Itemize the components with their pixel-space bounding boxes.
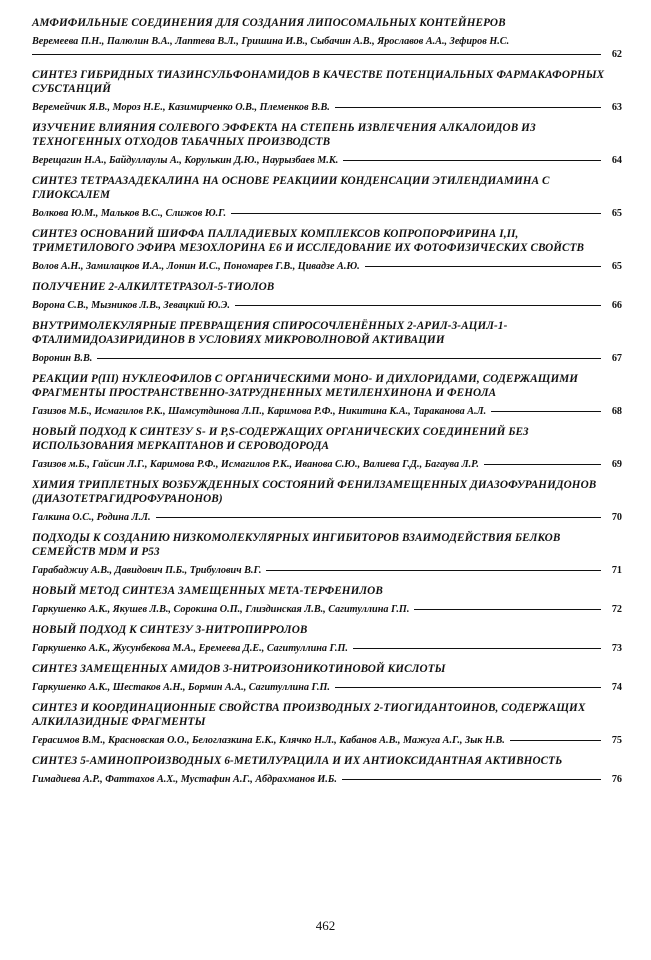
entry-authors: Гаркушенко А.К., Жусунбекова М.А., Еремеева Д.Е., Сагитуллина Г.П. <box>32 643 348 654</box>
toc-entry <box>32 174 622 220</box>
entry-page-number: 66 <box>611 300 622 311</box>
toc-entry <box>32 478 622 524</box>
entry-authors: Газизов М.Б., Исмагилов Р.К., Шамсутдинова Л.П., Каримова Р.Ф., Никитина К.А., Тараканова А.Л. <box>32 406 487 417</box>
entry-page-number: 71 <box>611 565 622 576</box>
toc-entry <box>32 16 622 61</box>
entry-authors-line <box>32 642 622 655</box>
entry-authors: Газизов м.Б., Гайсин Л.Г., Каримова Р.Ф., Исмагилов Р.К., Иванова С.Ю., Валиева Г.Д., Багаува Л.Р. <box>32 459 479 470</box>
entry-authors: Волкова Ю.М., Мальков В.С., Слижов Ю.Г. <box>32 208 227 219</box>
entry-page-number: 65 <box>611 208 622 219</box>
dotted-leader <box>484 464 601 465</box>
entry-page-number: 62 <box>611 49 622 60</box>
entry-title: ПОДХОДЫ К СОЗДАНИЮ НИЗКОМОЛЕКУЛЯРНЫХ ИНГИБИТОРОВ ВЗАИМОДЕЙСТВИЯ БЕЛКОВ СЕМЕЙСТВ MDM И P53 <box>32 532 561 558</box>
entry-title: НОВЫЙ ПОДХОД К СИНТЕЗУ 3-НИТРОПИРРОЛОВ <box>32 624 308 636</box>
entry-title: НОВЫЙ ПОДХОД К СИНТЕЗУ S- И P,S-СОДЕРЖАЩИХ ОРГАНИЧЕСКИХ СОЕДИНЕНИЙ БЕЗ ИСПОЛЬЗОВАНИЯ МЕРКАПТАНОВ И СЕРОВОДОРОДА <box>32 426 529 452</box>
entry-authors: Веремеева П.Н., Палюлин В.А., Лаптева В.Л., Гришина И.В., Сыбачин А.В., Ярославов А.А., Зефиров Н.С. <box>32 36 510 47</box>
entry-title: ВНУТРИМОЛЕКУЛЯРНЫЕ ПРЕВРАЩЕНИЯ СПИРОСОЧЛЕНЁННЫХ 2-АРИЛ-3-АЦИЛ-1-ФТАЛИМИДОАЗИРИДИНОВ В УСЛОВИЯХ МИКРОВОЛНОВОЙ АКТИВАЦИИ <box>32 320 508 346</box>
entry-authors-line <box>32 458 622 471</box>
toc-entry <box>32 280 622 312</box>
entry-title: ИЗУЧЕНИЕ ВЛИЯНИЯ СОЛЕВОГО ЭФФЕКТА НА СТЕПЕНЬ ИЗВЛЕЧЕНИЯ АЛКАЛОИДОВ ИЗ ТЕХНОГЕННЫХ ОТХОДОВ ТАБАЧНЫХ ПРОИЗВОДСТВ <box>32 122 536 148</box>
entry-authors: Герасимов В.М., Красновская О.О., Белоглазкина Е.К., Клячко Н.Л., Кабанов А.В., Мажуга А.Г., Зык Н.В. <box>32 735 505 746</box>
entry-page-number: 73 <box>611 643 622 654</box>
entry-authors-line <box>32 734 622 747</box>
toc-entry <box>32 68 622 114</box>
entry-authors-line <box>32 299 622 312</box>
entry-title: РЕАКЦИИ Р(III) НУКЛЕОФИЛОВ С ОРГАНИЧЕСКИМИ МОНО- И ДИХЛОРИДАМИ, СОДЕРЖАЩИМИ ФРАГМЕНТЫ ПРОСТРАНСТВЕННО-ЗАТРУДНЕННЫХ МЕТИЛЕНХИНОНА И ФЕНОЛА <box>32 373 579 399</box>
entry-title: НОВЫЙ МЕТОД СИНТЕЗА ЗАМЕЩЕННЫХ МЕТА-ТЕРФЕНИЛОВ <box>32 585 383 597</box>
entry-page-number: 69 <box>611 459 622 470</box>
toc-entry <box>32 319 622 365</box>
toc-entry <box>32 425 622 471</box>
entry-title: СИНТЕЗ ГИБРИДНЫХ ТИАЗИНСУЛЬФОНАМИДОВ В КАЧЕСТВЕ ПОТЕНЦИАЛЬНЫХ ФАРМАКАФОРНЫХ СУБСТАНЦИЙ <box>32 69 605 95</box>
toc-entry <box>32 372 622 418</box>
entry-authors: Гимадиева А.Р., Фаттахов А.Х., Мустафин А.Г., Абдрахманов И.Б. <box>32 774 337 785</box>
entry-title: СИНТЕЗ ЗАМЕЩЕННЫХ АМИДОВ 3-НИТРОИЗОНИКОТИНОВОЙ КИСЛОТЫ <box>32 663 446 675</box>
dotted-leader <box>266 570 601 571</box>
toc-entry <box>32 701 622 747</box>
dotted-leader <box>335 107 601 108</box>
entry-authors-line <box>32 154 622 167</box>
table-of-contents <box>32 16 622 793</box>
entry-authors-line <box>32 681 622 694</box>
entry-page-number: 65 <box>611 261 622 272</box>
entry-page-number: 64 <box>611 155 622 166</box>
entry-authors-line <box>32 564 622 577</box>
entry-page-number: 74 <box>611 682 622 693</box>
entry-page-number: 75 <box>611 735 622 746</box>
entry-page-number: 63 <box>611 102 622 113</box>
entry-authors: Волов А.Н., Замилацков И.А., Лонин И.С., Пономарев Г.В., Цивадзе А.Ю. <box>32 261 360 272</box>
dotted-leader <box>231 213 601 214</box>
entry-authors-line <box>32 207 622 220</box>
entry-authors-line <box>32 352 622 365</box>
entry-authors: Гаркушенко А.К., Шестаков А.Н., Бормин А.А., Сагитуллина Г.П. <box>32 682 330 693</box>
entry-authors-line <box>32 260 622 273</box>
toc-entry <box>32 584 622 616</box>
entry-authors: Воронин В.В. <box>32 353 93 364</box>
entry-authors: Веремейчик Я.В., Мороз Н.Е., Казимирченко О.В., Племенков В.В. <box>32 102 330 113</box>
toc-entry <box>32 227 622 273</box>
toc-entry <box>32 754 622 786</box>
dotted-leader <box>491 411 601 412</box>
entry-authors-line <box>32 603 622 616</box>
entry-title: АМФИФИЛЬНЫЕ СОЕДИНЕНИЯ ДЛЯ СОЗДАНИЯ ЛИПОСОМАЛЬНЫХ КОНТЕЙНЕРОВ <box>32 17 506 29</box>
dotted-leader <box>235 305 601 306</box>
dotted-leader <box>353 648 601 649</box>
toc-entry <box>32 662 622 694</box>
toc-entry <box>32 121 622 167</box>
entry-authors-line <box>32 773 622 786</box>
entry-authors-line <box>32 511 622 524</box>
dotted-leader <box>365 266 601 267</box>
entry-title: СИНТЕЗ ТЕТРААЗАДЕКАЛИНА НА ОСНОВЕ РЕАКЦИИИ КОНДЕНСАЦИИ ЭТИЛЕНДИАМИНА С ГЛИОКСАЛЕМ <box>32 175 550 201</box>
entry-page-number: 67 <box>611 353 622 364</box>
entry-page-number: 70 <box>611 512 622 523</box>
page-number: 462 <box>315 918 336 933</box>
dotted-leader <box>510 740 601 741</box>
dotted-leader <box>97 358 601 359</box>
toc-entry <box>32 531 622 577</box>
entry-title: ПОЛУЧЕНИЕ 2-АЛКИЛТЕТРАЗОЛ-5-ТИОЛОВ <box>32 281 275 293</box>
entry-title: СИНТЕЗ И КООРДИНАЦИОННЫЕ СВОЙСТВА ПРОИЗВОДНЫХ 2-ТИОГИДАНТОИНОВ, СОДЕРЖАЩИХ АЛКИЛАЗИДНЫЕ ФРАГМЕНТЫ <box>32 702 586 728</box>
toc-entry <box>32 623 622 655</box>
entry-title: СИНТЕЗ 5-АМИНОПРОИЗВОДНЫХ 6-МЕТИЛУРАЦИЛА И ИХ АНТИОКСИДАНТНАЯ АКТИВНОСТЬ <box>32 755 563 767</box>
dotted-leader <box>156 517 601 518</box>
entry-authors: Гаркушенко А.К., Якушев Л.В., Сорокина О.П., Глиздинская Л.В., Сагитуллина Г.П. <box>32 604 410 615</box>
entry-authors: Гарабаджиу А.В., Давидович П.Б., Трибулович В.Г. <box>32 565 262 576</box>
entry-authors-line <box>32 35 622 61</box>
entry-authors-line <box>32 101 622 114</box>
entry-page-number: 72 <box>611 604 622 615</box>
dotted-leader <box>335 687 601 688</box>
dotted-leader <box>414 609 601 610</box>
entry-authors: Галкина О.С., Родина Л.Л. <box>32 512 151 523</box>
entry-authors: Ворона С.В., Мызников Л.В., Зевацкий Ю.Э. <box>32 300 230 311</box>
dotted-leader <box>343 160 601 161</box>
entry-authors-line <box>32 405 622 418</box>
entry-title: ХИМИЯ ТРИПЛЕТНЫХ ВОЗБУЖДЕННЫХ СОСТОЯНИЙ ФЕНИЛЗАМЕЩЕННЫХ ДИАЗОФУРАНИДОНОВ (ДИАЗОТЕТРАГИДРОФУРАНОНОВ) <box>32 479 597 505</box>
dotted-leader <box>342 779 601 780</box>
entry-authors: Верещагин Н.А., Байдуллаулы А., Корулькин Д.Ю., Наурызбаев М.К. <box>32 155 339 166</box>
entry-page-number: 76 <box>611 774 622 785</box>
dotted-leader <box>32 54 601 55</box>
entry-page-number: 68 <box>611 406 622 417</box>
entry-title: СИНТЕЗ ОСНОВАНИЙ ШИФФА ПАЛЛАДИЕВЫХ КОМПЛЕКСОВ КОПРОПОРФИРИНА I,II, ТРИМЕТИЛОВОГО ЭФИРА МЕЗОХЛОРИНА Е6 И ИССЛЕДОВАНИЕ ИХ ФОТОФИЗИЧЕСКИХ СВОЙСТВ <box>32 228 585 254</box>
